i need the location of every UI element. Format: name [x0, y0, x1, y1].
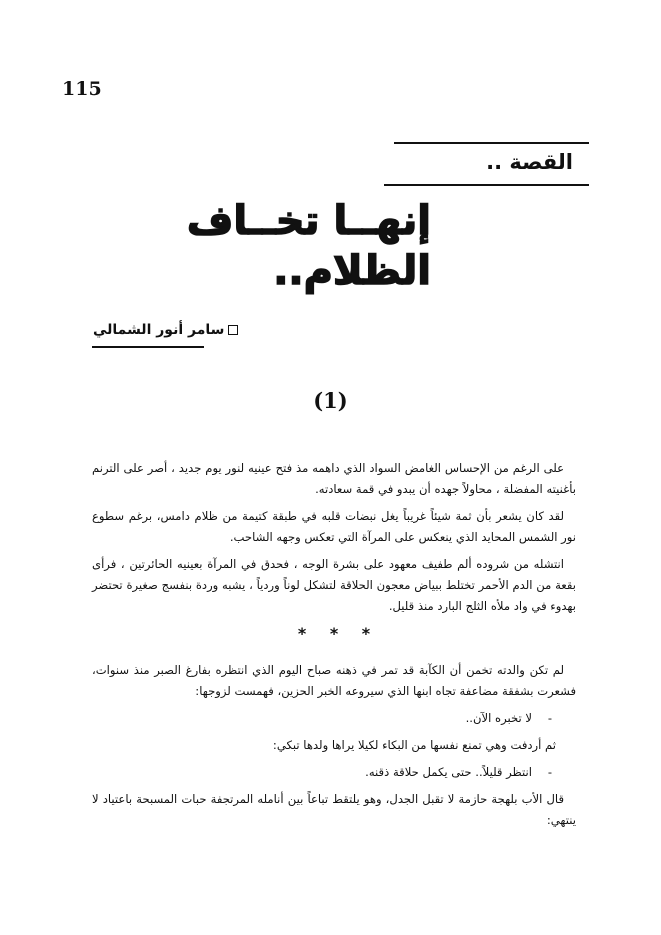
narration-line: ثم أردفت وهي تمنع نفسها من البكاء لكيلا يراها ولدها تبكي:	[272, 738, 556, 752]
paragraph: لم تكن والدته تخمن أن الكآبة قد تمر في ذهنه صباح اليوم الذي انتظره بفارغ الصبر منذ سنوات، فشعرت بشفقة مضاعفة تجاه ابنها الذي سيروعه الخبر الحزين، فهمست لزوجها:	[92, 663, 576, 698]
dialogue-text: لا تخبره الآن..	[465, 711, 532, 725]
dialogue-dash: -	[547, 765, 552, 779]
square-bullet-icon	[228, 325, 238, 335]
author-byline	[93, 322, 238, 338]
chapter-number: (1)	[313, 388, 348, 413]
section-label: القصة ..	[486, 150, 573, 174]
title-line-1: إنهــا تخــاف	[186, 198, 431, 244]
dialogue-text: انتظر قليلاً.. حتى يكمل حلاقة ذقنه.	[365, 765, 532, 779]
story-body	[92, 458, 576, 831]
section-separator: * * *	[297, 624, 371, 643]
section-rule-bottom	[384, 184, 589, 186]
paragraph: لقد كان يشعر بأن ثمة شيئاً غريباً يغل نبضات قلبه في طبقة كتيمة من ظلام دامس، برغم سطوع نور الشمس المحايد الذي ينعكس على المرآة التي تعكس وجهه الشاحب.	[92, 509, 576, 544]
dialogue-line	[92, 708, 576, 729]
paragraph: قال الأب بلهجة حازمة لا تقبل الجدل، وهو يلتقط تباعاً بين أنامله المرتجفة حبات المسبحة باعتياد لا ينتهي:	[92, 792, 576, 827]
dialogue-line	[92, 762, 576, 783]
dialogue-dash: -	[547, 711, 552, 725]
author-underline	[92, 346, 204, 348]
page-number: 115	[62, 78, 102, 100]
paragraph: على الرغم من الإحساس الغامض السواد الذي داهمه مذ فتح عينيه لنور يوم جديد ، أصر على الترنم بأغنيته المفضلة ، محاولاً جهده أن يبدو في قمة سعادته.	[92, 461, 576, 496]
section-rule-top	[394, 142, 589, 144]
paragraph: انتشله من شروده ألم طفيف معهود على بشرة الوجه ، فحدق في المرآة بعينيه الحائرتين ، فرأى بقعة من الدم الأحمر تختلط ببياض معجون الحلاقة لتشكل لوناً وردياً ، يشبه وردة بنفسج صغيرة تحتضر بهدوء في واد ملأه الثلج البارد منذ قليل.	[92, 557, 576, 613]
title-line-2: الظلام..	[273, 248, 431, 294]
author-name: سامر أنور الشمالي	[93, 322, 225, 338]
